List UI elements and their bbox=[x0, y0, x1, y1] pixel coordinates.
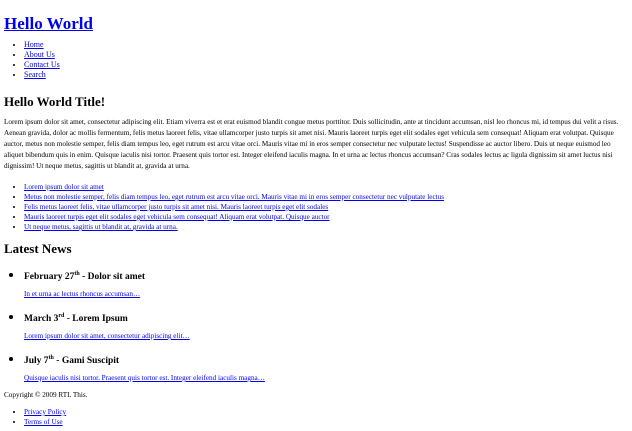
news-item bbox=[24, 308, 628, 342]
nav-item-about bbox=[24, 50, 628, 60]
site-title bbox=[4, 14, 628, 34]
copyright-text: Copyright © 2009 RTL This. bbox=[4, 391, 88, 399]
content-link[interactable]: Metus non molestie semper, felis diam tempus leo, eget rutrum est arcu vitae orci. Mauris vitae mi in eros semper consectetur nec vulputate lectus bbox=[24, 193, 445, 201]
news-excerpt bbox=[24, 373, 628, 384]
content-link[interactable]: Lorem ipsum dolor sit amet bbox=[24, 183, 104, 191]
list-item bbox=[24, 202, 628, 212]
list-item bbox=[24, 192, 628, 202]
news-excerpt-link[interactable]: In et urna ac lectus rhoncus accumsan… bbox=[24, 290, 141, 298]
news-title bbox=[24, 310, 628, 325]
news-list bbox=[4, 266, 628, 384]
content-link[interactable]: Ut neque metus, sagittis ut blandit at, gravida at urna. bbox=[24, 223, 178, 231]
site-title-link[interactable]: Hello World bbox=[4, 14, 93, 33]
news-headline: - Gami Suscipit bbox=[53, 356, 120, 366]
content-link[interactable]: Felis metus laoreet felis, vitae ullamcorper justo turpis sit amet nisi. Mauris laoreet turpis eget elit sodales bbox=[24, 203, 329, 211]
main-nav bbox=[4, 40, 628, 80]
news-title bbox=[24, 352, 628, 367]
news-date-suffix: rd bbox=[58, 312, 65, 319]
news-excerpt bbox=[24, 289, 628, 300]
footer-item-privacy bbox=[24, 407, 628, 417]
terms-of-use-link[interactable]: Terms of Use bbox=[24, 418, 63, 426]
news-excerpt bbox=[24, 331, 628, 342]
nav-item-search bbox=[24, 70, 628, 80]
nav-link-search[interactable]: Search bbox=[24, 70, 46, 79]
intro-paragraph: Lorem ipsum dolor sit amet, consectetur adipiscing elit. Etiam viverra est et erat euismod blandit congue metus porttitor. Duis sollicitudin, ante at tincidunt accumsan, nisl leo rhoncus mi, id tempus dui velit a risus. Aenean gravida, dolor ac mollis fermentum, felis metus laoreet felis, vitae ullamcorper justo turpis sit amet nisi. Mauris laoreet turpis eget elit sodales eget vehicula sem consequat! Aliquam erat volutpat. Quisque auctor, metus non molestie semper, felis diam tempus leo, eget rutrum est arcu vitae orci. Mauris vitae mi in eros semper consectetur nec vulputate lectus! Suspendisse ac auctor libero. Duis ut neque euismod leo aliquet bibendum quis in enim. Quisque iaculis nisi tortor. Praesent quis tortor est. Integer eleifend iaculis magna. In et urna ac lectus rhoncus accumsan? Cras sodales lectus ac ligula dignissim sit amet luctus nisi dignissim! Ut neque metus, sagittis ut blandit at, gravida at urna. bbox=[4, 118, 619, 170]
news-date-suffix: th bbox=[74, 270, 80, 277]
news-item bbox=[24, 350, 628, 384]
news-excerpt-link[interactable]: Quisque iaculis nisi tortor. Praesent quis tortor est. Integer eleifend iaculis magna… bbox=[24, 374, 265, 382]
privacy-policy-link[interactable]: Privacy Policy bbox=[24, 408, 67, 416]
footer-item-terms bbox=[24, 417, 628, 427]
nav-item-home bbox=[24, 40, 628, 50]
nav-link-about[interactable]: About Us bbox=[24, 50, 55, 59]
nav-link-contact[interactable]: Contact Us bbox=[24, 60, 60, 69]
news-headline: - Dolor sit amet bbox=[79, 272, 146, 282]
news-date: July 7 bbox=[24, 356, 49, 366]
nav-item-contact bbox=[24, 60, 628, 70]
list-item bbox=[24, 222, 628, 232]
news-item bbox=[24, 266, 628, 300]
news-title bbox=[24, 268, 628, 283]
page-heading: Hello World Title! bbox=[4, 94, 106, 109]
news-date: March 3 bbox=[24, 314, 59, 324]
news-date: February 27 bbox=[24, 272, 75, 282]
news-date-suffix: th bbox=[48, 354, 54, 361]
news-headline: - Lorem Ipsum bbox=[64, 314, 128, 324]
list-item bbox=[24, 212, 628, 222]
news-heading: Latest News bbox=[4, 241, 72, 256]
content-links bbox=[4, 182, 628, 232]
content-link[interactable]: Mauris laoreet turpis eget elit sodales eget vehicula sem consequat! Aliquam erat volutpat. Quisque auctor bbox=[24, 213, 330, 221]
list-item bbox=[24, 182, 628, 192]
footer-links bbox=[4, 407, 628, 427]
nav-link-home[interactable]: Home bbox=[24, 40, 44, 49]
news-excerpt-link[interactable]: Lorem ipsum dolor sit amet, consectetur adipiscing elit… bbox=[24, 332, 190, 340]
